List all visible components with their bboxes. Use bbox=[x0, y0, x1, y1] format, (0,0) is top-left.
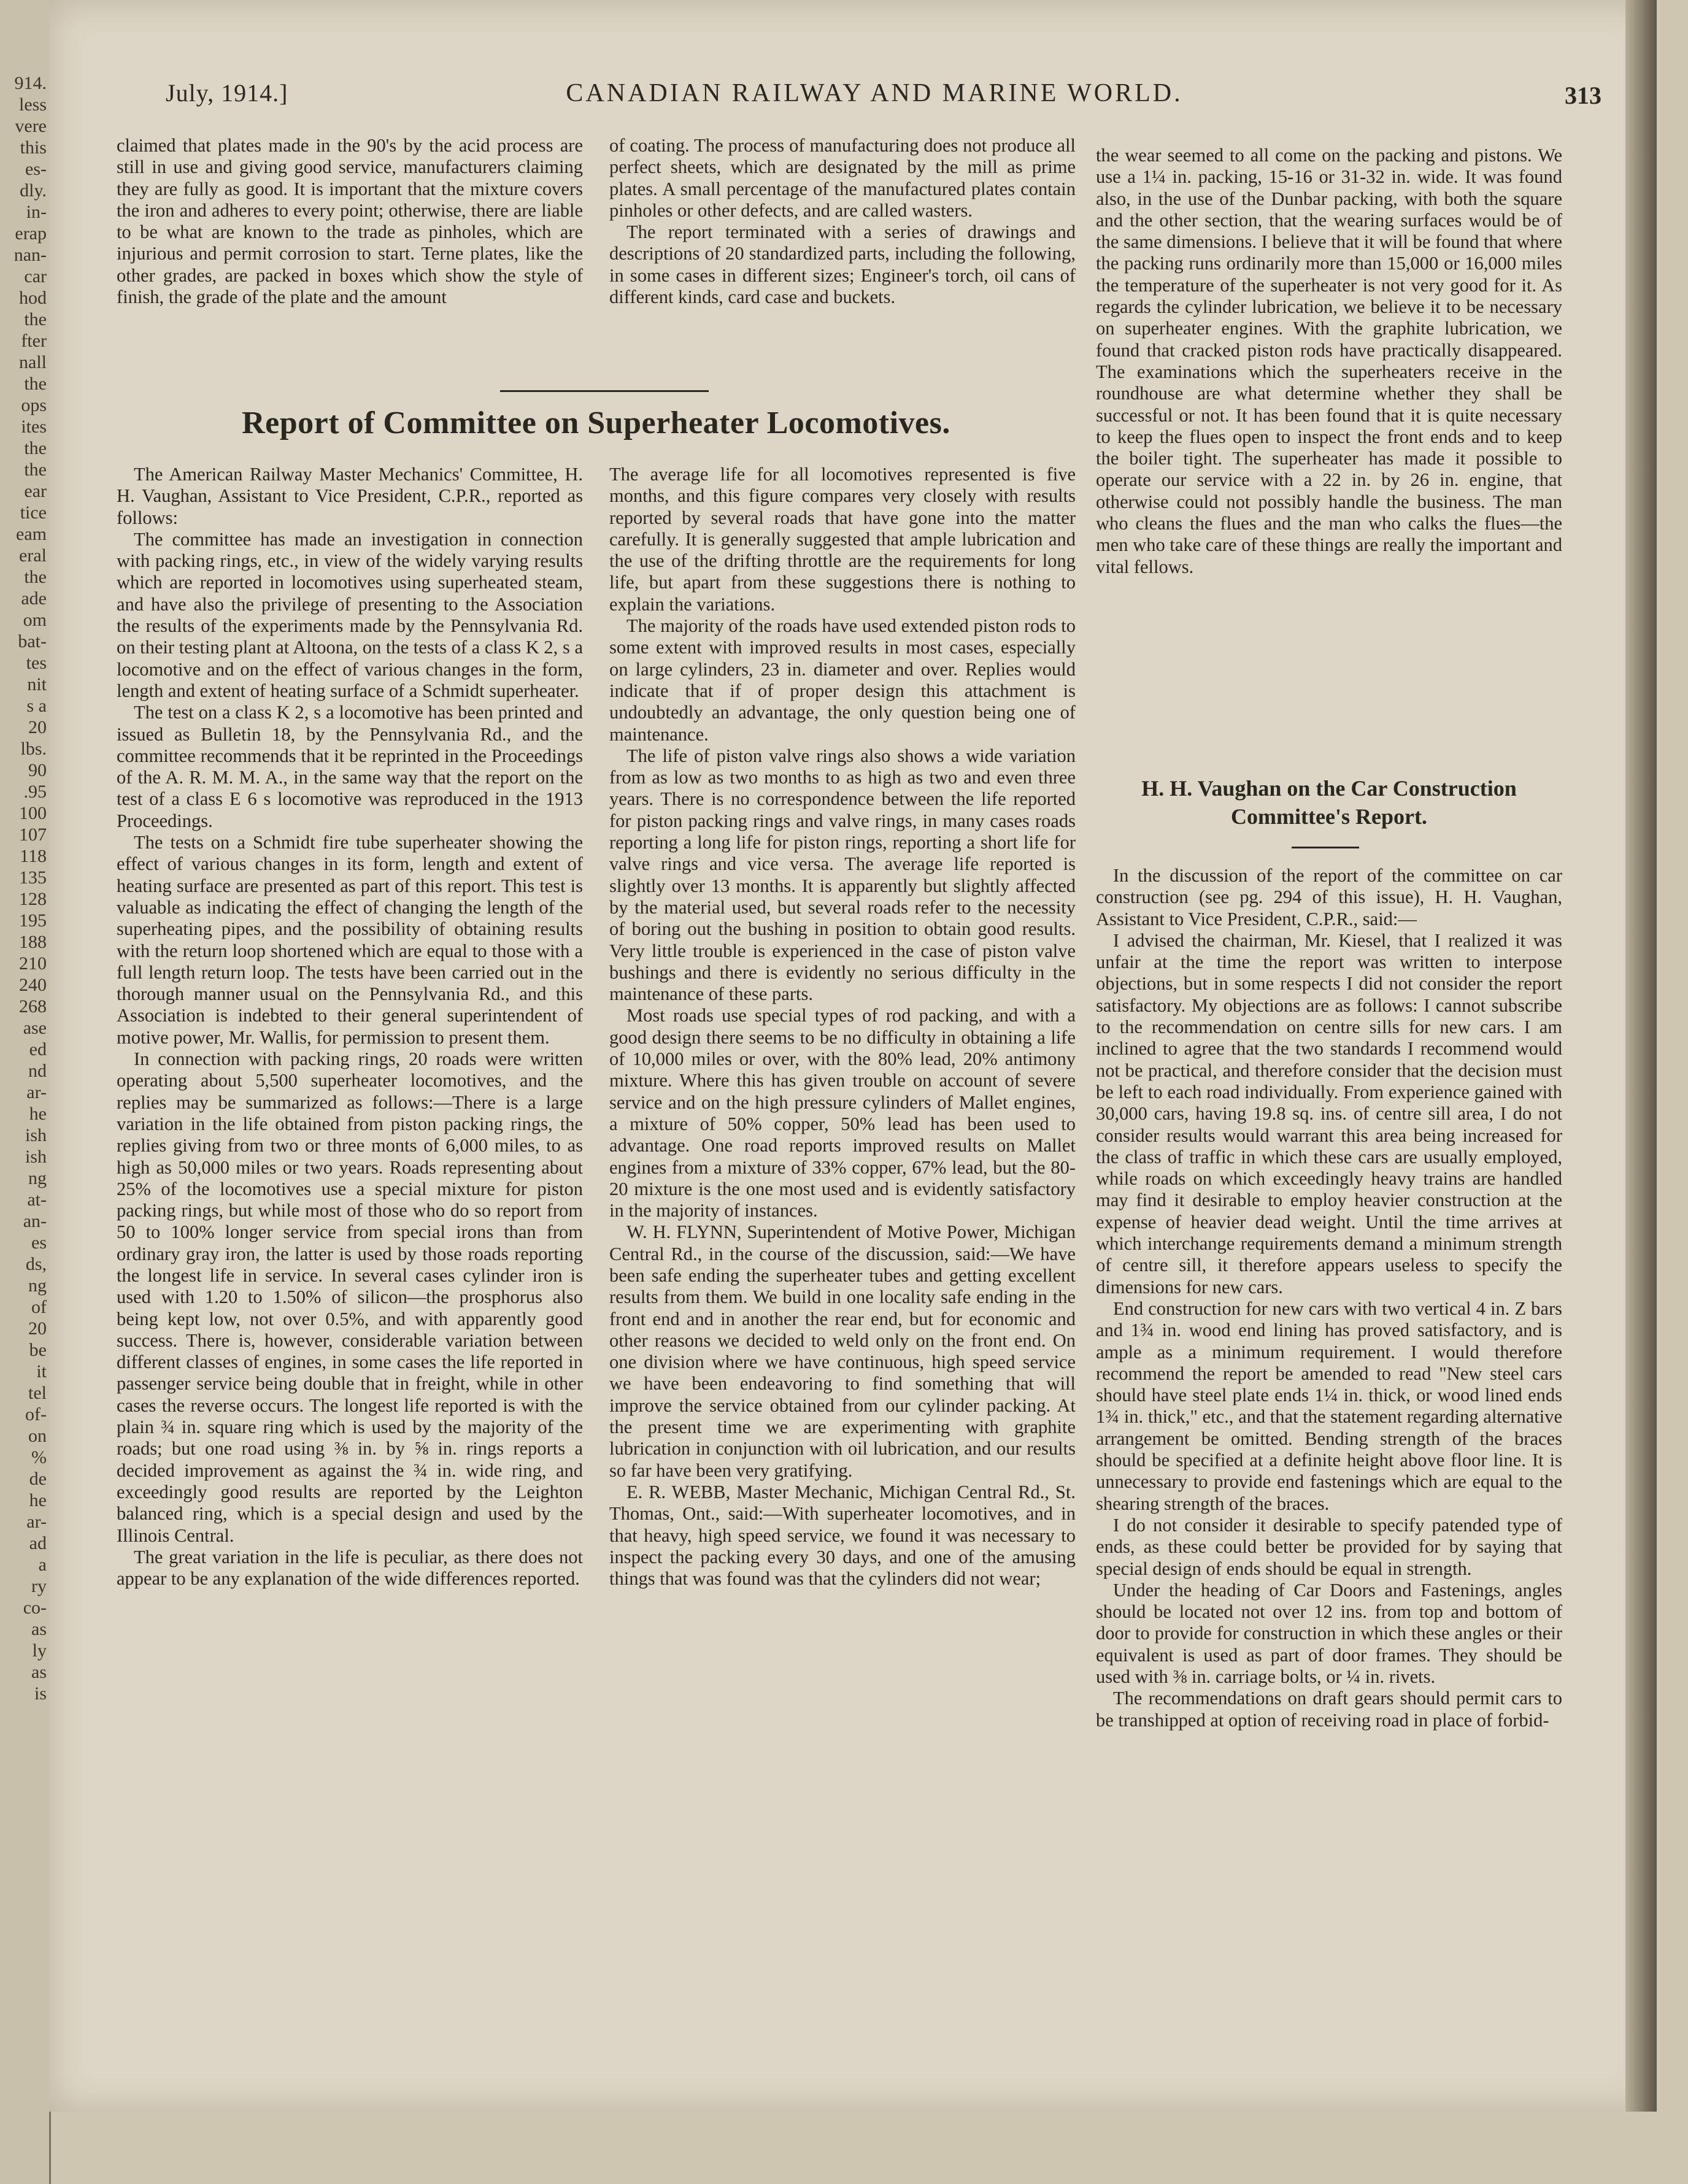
article-paragraph: The average life for all locomotives represented is five months, and this figure compares very closely with results reported by several roads that have gone into the matter carefully. It is generally suggested that ample lubrication and the use of the drifting throttle are the requirements for long life, but apart from these suggestions there is nothing to explain the variations. bbox=[609, 464, 1076, 615]
margin-fragment: on bbox=[28, 1426, 47, 1446]
article-paragraph: I advised the chairman, Mr. Kiesel, that I realized it was unfair at the time the report was written to interpose objections, but in some respects I did not consider the report satisfactory. My objections are as follows: I cannot subscribe to the recommendation on centre sills for new cars. I am inclined to agree that the two standards I recommend would not be practical, and therefore consider that the decision must be left to each road individually. From experience gained with 30,000 cars, having 19.8 sq. ins. of centre sill area, I do not consider results would warrant this area being increased for the class of traffic in which these cars are usually employed, while roads on which exceedingly heavy trains are handled may find it desirable to employ heavier construction at the expense of heavier dead weight. Until the time arrives at which interchange requirements demand a minimum strength of centre sill, it therefore appears useless to specify the dimensions for new cars. bbox=[1096, 929, 1562, 1298]
continuation-column-2 bbox=[609, 135, 1076, 308]
article-title-2-line-1: H. H. Vaughan on the Car Construction bbox=[1141, 776, 1517, 801]
margin-fragment: 20 bbox=[28, 717, 47, 737]
article-column-3 bbox=[1096, 145, 1562, 578]
margin-fragment: 914. bbox=[14, 73, 47, 93]
margin-fragment: ad bbox=[29, 1533, 47, 1553]
margin-fragment: 128 bbox=[19, 889, 47, 909]
article-paragraph: The committee has made an investigation in connection with packing rings, etc., in view of the widely varying results which are reported in locomotives using superheated steam, and have also the privilege of presenting to the Association the results of the experiments made by the Pennsylvania Rd. on their testing plant at Altoona, on the tests of a class K 2, s a locomotive and on the effect of various changes in the form, length and extent of heating surface of a Schmidt superheater. bbox=[117, 528, 583, 701]
margin-fragment: this bbox=[20, 137, 47, 158]
margin-fragment: ed bbox=[29, 1039, 47, 1059]
article-title-2 bbox=[1096, 774, 1562, 831]
issue-date: July, 1914.] bbox=[166, 79, 288, 107]
margin-fragment: a bbox=[38, 1555, 47, 1575]
margin-fragment: 195 bbox=[19, 910, 47, 931]
margin-fragment: eam bbox=[16, 524, 47, 544]
margin-fragment: the bbox=[24, 567, 47, 587]
margin-fragment: 20 bbox=[28, 1318, 47, 1339]
margin-fragment: ar- bbox=[26, 1512, 47, 1532]
article-column-2 bbox=[609, 464, 1076, 1590]
margin-fragment: dly. bbox=[20, 180, 47, 201]
margin-fragment: the bbox=[24, 438, 47, 458]
margin-fragment: ear bbox=[24, 481, 47, 501]
margin-fragment: 268 bbox=[19, 996, 47, 1017]
section-rule bbox=[500, 390, 709, 392]
margin-fragment: 100 bbox=[19, 803, 47, 823]
margin-fragment: 188 bbox=[19, 932, 47, 952]
left-page-margin bbox=[0, 0, 51, 2184]
margin-fragment: the bbox=[24, 459, 47, 480]
margin-fragment: ish bbox=[25, 1125, 47, 1145]
margin-fragment: ds, bbox=[25, 1254, 47, 1274]
margin-fragment: he bbox=[29, 1490, 47, 1510]
margin-fragment: vere bbox=[15, 116, 47, 136]
margin-fragment: he bbox=[29, 1104, 47, 1124]
margin-fragment: ase bbox=[23, 1018, 47, 1038]
article-paragraph: Under the heading of Car Doors and Fastenings, angles should be located not over 12 ins. from top and bottom of door to provide for construction in which these angles or their equivalent is used as part of door frames. They should be used with ⅜ in. carriage bolts, or ¼ in. rivets. bbox=[1096, 1579, 1562, 1687]
page-number: 313 bbox=[1565, 82, 1601, 109]
page-edge bbox=[1625, 0, 1657, 2112]
margin-fragment: at- bbox=[27, 1190, 47, 1210]
margin-fragment: 240 bbox=[19, 975, 47, 995]
margin-fragment: om bbox=[23, 610, 47, 630]
margin-fragment: as bbox=[31, 1662, 47, 1682]
article-paragraph: The recommendations on draft gears should permit cars to be transhipped at option of receiving road in place of forbid- bbox=[1096, 1688, 1562, 1731]
article-paragraph: The test on a class K 2, s a locomotive has been printed and issued as Bulletin 18, by the Pennsylvania Rd., and the committee recommends that it be reprinted in the Proceedings of the A. R. M. M. A., in the same way that the report on the test of a class E 6 s locomotive was reproduced in the 1913 Proceedings. bbox=[117, 702, 583, 831]
margin-fragment: is bbox=[34, 1683, 47, 1704]
margin-fragment: ade bbox=[21, 588, 47, 609]
margin-fragment: eral bbox=[19, 545, 47, 566]
margin-fragment: 210 bbox=[19, 953, 47, 974]
margin-fragment: % bbox=[31, 1447, 47, 1467]
continuation-paragraph: of coating. The process of manufacturing does not produce all perfect sheets, which are designated by the mill as prime plates. A small percentage of the manufactured plates contain pinholes or other defects, and are called wasters. bbox=[609, 135, 1076, 221]
margin-fragment: ish bbox=[25, 1147, 47, 1167]
margin-fragment: .95 bbox=[23, 782, 47, 802]
margin-fragment: car bbox=[24, 266, 47, 286]
margin-fragment: tel bbox=[28, 1383, 47, 1403]
margin-fragment: an- bbox=[23, 1211, 47, 1231]
article-title: Report of Committee on Superheater Locomotives. bbox=[242, 406, 950, 440]
margin-fragment: de bbox=[29, 1469, 47, 1489]
article-2-column bbox=[1096, 865, 1562, 1731]
margin-fragment: nall bbox=[19, 352, 47, 372]
margin-fragment: 107 bbox=[19, 825, 47, 845]
margin-fragment: as bbox=[31, 1619, 47, 1639]
margin-fragment: nit bbox=[27, 674, 47, 694]
margin-fragment: ops bbox=[21, 395, 47, 415]
margin-fragment: es bbox=[31, 1232, 47, 1253]
margin-fragment: 135 bbox=[19, 867, 47, 888]
margin-fragment: ng bbox=[28, 1275, 47, 1296]
margin-fragment: co- bbox=[23, 1598, 47, 1618]
margin-fragment: of bbox=[31, 1297, 47, 1317]
article-column-1 bbox=[117, 464, 583, 1590]
margin-fragment: tice bbox=[20, 502, 47, 523]
margin-fragment: lbs. bbox=[20, 739, 47, 759]
margin-fragment: erap bbox=[15, 223, 47, 244]
article-paragraph: I do not consider it desirable to specify patended type of ends, as these could better be provided for by saying that special design of ends should be equal in strength. bbox=[1096, 1514, 1562, 1579]
article-paragraph: E. R. WEBB, Master Mechanic, Michigan Central Rd., St. Thomas, Ont., said:—With superheater locomotives, and in that heavy, high speed service, we found it was necessary to inspect the packing every 30 days, and one of the amusing things that was found was that the cylinders did not wear; bbox=[609, 1481, 1076, 1590]
article-paragraph: Most roads use special types of rod packing, and with a good design there seems to be no difficulty in obtaining a life of 10,000 miles or over, with the 80% lead, 20% antimony mixture. Where this has given trouble on account of severe service and on the high pressure cylinders of Mallet engines, a mixture of 50% copper, 50% lead has been used to advantage. One road reports improved results on Mallet engines from a mixture of 33% copper, 67% lead, but the 80-20 mixture is the one most used and is evidently satisfactory in the majority of instances. bbox=[609, 1005, 1076, 1221]
article-paragraph: The majority of the roads have used extended piston rods to some extent with improved results in most cases, especially on large cylinders, 23 in. diameter and over. Replies would indicate that if of proper design this attachment is undoubtedly an advantage, the only question being one of maintenance. bbox=[609, 615, 1076, 745]
margin-fragment: ites bbox=[21, 417, 47, 437]
article-paragraph: End construction for new cars with two vertical 4 in. Z bars and 1¾ in. wood end lining has proved satisfactory, and is ample as a minimum requirement. I would therefore recommend the report be amended to read "New steel cars should have steel plate ends 1¼ in. thick, or wood lined ends 1¾ in. thick," etc., and that the statement regarding alternative arrangement be omitted. Bending strength of the braces should be specified at a definite height above floor line. It is unnecessary to provide end fastenings which are equal to the shearing strength of the braces. bbox=[1096, 1298, 1562, 1514]
margin-fragment: be bbox=[29, 1340, 47, 1360]
article-paragraph: The great variation in the life is peculiar, as there does not appear to be any explanation of the wide differences reported. bbox=[117, 1546, 583, 1590]
continuation-paragraph: claimed that plates made in the 90's by the acid process are still in use and giving good service, manufacturers claiming they are fully as good. It is important that the mixture covers the iron and adheres to every point; otherwise, there are liable to be what are known to the trade as pinholes, which are injurious and permit corrosion to start. Terne plates, like the other grades, are packed in boxes which show the style of finish, the grade of the plate and the amount bbox=[117, 135, 583, 308]
page bbox=[49, 0, 1657, 2112]
continuation-paragraph: The report terminated with a series of drawings and descriptions of 20 standardized parts, including the following, in some cases in different sizes; Engineer's torch, oil cans of different kinds, card case and buckets. bbox=[609, 221, 1076, 308]
margin-fragment: ar- bbox=[26, 1082, 47, 1102]
margin-fragment: ly bbox=[32, 1640, 47, 1661]
section-rule bbox=[1292, 847, 1359, 848]
article-paragraph: The American Railway Master Mechanics' Committee, H. H. Vaughan, Assistant to Vice President, C.P.R., reported as follows: bbox=[117, 464, 583, 528]
margin-fragment: 118 bbox=[20, 846, 47, 866]
margin-fragment: it bbox=[36, 1361, 47, 1382]
article-paragraph: In connection with packing rings, 20 roads were written operating about 5,500 superheater locomotives, and the replies may be summarized as follows:—There is a large variation in the life obtained from piston packing rings, the replies giving from two or three monts of 6,000 miles, to as high as 50,000 miles or two years. Roads representing about 25% of the locomotives use a special mixture for piston packing rings, but while most of those who do so report from 50 to 100% longer service from special irons than from ordinary gray iron, the latter is used by those roads reporting the longest life in service. In several cases cylinder iron is used with 1.20 to 1.50% of silicon—the prosphorus also being kept low, not over 0.5%, and with apparently good success. There is, however, considerable variation between different classes of engines, in some cases the life reported in passenger service being double that in freight, while in other cases the reverse occurs. The longest life reported is with the plain ¾ in. square ring which is used by the majority of the roads; but one road using ⅜ in. by ⅝ in. rings reports a decided improvement as against the ¾ in. wide ring, and exceedingly good results are reported by the Leighton balanced ring, which is a special design and used by the Illinois Central. bbox=[117, 1048, 583, 1546]
margin-fragment: ry bbox=[31, 1576, 47, 1596]
article-paragraph: W. H. FLYNN, Superintendent of Motive Power, Michigan Central Rd., in the course of the discussion, said:—We have been safe ending the superheater tubes and getting excellent results from them. We build in one locality safe ending in the front end and in another the rear end, but for economic and other reasons we decided to weld only on the front end. On one division where we have continuous, high speed service we have been endeavoring to find something that will improve the service obtained from our cylinder packing. At the present time we are experimenting with graphite lubrication in conjunction with oil lubrication, and our results so far have been very gratifying. bbox=[609, 1221, 1076, 1481]
article-paragraph: the wear seemed to all come on the packing and pistons. We use a 1¼ in. packing, 15-16 or 31-32 in. wide. It was found also, in the use of the Dunbar packing, with both the square and the other section, that the wearing surfaces would be of the same dimensions. I believe that it will be found that where the packing runs ordinarily more than 15,000 or 16,000 miles the temperature of the superheater is not very good for it. As regards the cylinder lubrication, we believe it to be necessary on superheater engines. With the graphite lubrication, we found that cracked piston rods have practically disappeared. The examinations which the superheaters receive in the roundhouse are what determine whether they shall be successful or not. It has been found that it is quite necessary to keep the flues open to inspect the front ends and to keep the boiler tight. The superheater has made it possible to operate our service with a 22 in. by 26 in. engine, that otherwise could not possibly handle the business. The man who cleans the flues and the man who calks the flues—the men who take care of these things are really the important and vital fellows. bbox=[1096, 145, 1562, 577]
margin-fragment: the bbox=[24, 374, 47, 394]
margin-fragment: tes bbox=[26, 653, 47, 673]
article-paragraph: The tests on a Schmidt fire tube superheater showing the effect of various changes in its form, length and extent of heating surface are presented as part of this report. This test is valuable as indicating the effect of changing the length of the superheating pipes, and the possibility of obtaining results with the return loop shortened which are equal to those with a full length return loop. The tests have been carried out in the thorough manner usual on the Pennsylvania Rd., and this Association is indebted to their general superintendent of motive power, Mr. Wallis, for permission to present them. bbox=[117, 832, 583, 1048]
margin-fragment: hod bbox=[19, 288, 47, 308]
article-title-2-line-2: Committee's Report. bbox=[1231, 804, 1427, 829]
article-paragraph: In the discussion of the report of the committee on car construction (see pg. 294 of this issue), H. H. Vaughan, Assistant to Vice President, C.P.R., said:— bbox=[1096, 865, 1562, 929]
continuation-column-1 bbox=[117, 135, 583, 308]
article-paragraph: The life of piston valve rings also shows a wide variation from as low as two months to as high as two and even three years. There is no correspondence between the life reported for piston packing rings and valve rings, in many cases roads reporting a long life for piston rings, reporting a short life for valve rings and vice versa. The average life reported is slightly over 13 months. It is apparently but slightly affected by the material used, but several roads refer to the necessity of boring out the bushing in position to obtain good results. Very little trouble is experienced in the case of piston valve bushings and there is evidently no serious difficulty in the maintenance of these parts. bbox=[609, 745, 1076, 1005]
margin-fragment: fter bbox=[21, 331, 47, 351]
margin-fragment: the bbox=[24, 309, 47, 329]
margin-fragment: ng bbox=[28, 1168, 47, 1188]
publication-title: CANADIAN RAILWAY AND MARINE WORLD. bbox=[566, 79, 1183, 107]
margin-fragment: es- bbox=[25, 159, 47, 179]
margin-fragment: nd bbox=[28, 1061, 47, 1081]
margin-fragment: of- bbox=[25, 1404, 47, 1425]
margin-fragment: in- bbox=[26, 202, 47, 222]
margin-fragment: bat- bbox=[18, 631, 47, 652]
margin-fragment: 90 bbox=[28, 760, 47, 780]
margin-fragment: s a bbox=[26, 696, 47, 716]
running-head bbox=[117, 79, 1632, 115]
margin-fragment: nan- bbox=[13, 245, 47, 265]
margin-fragment: less bbox=[19, 94, 47, 115]
